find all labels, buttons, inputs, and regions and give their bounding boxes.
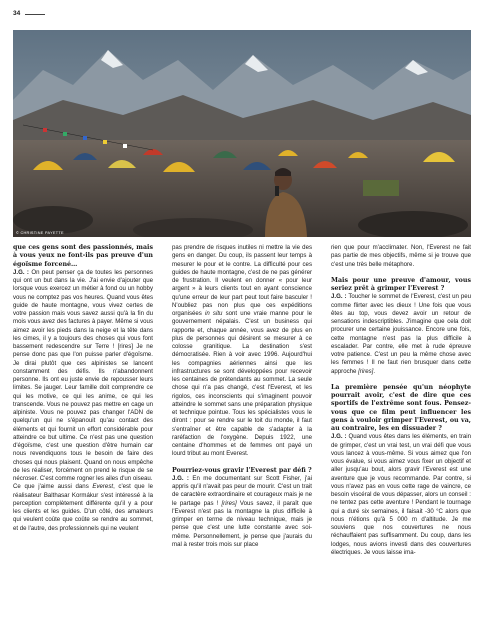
- answer-text: , c'est que le réalisateur Balthasar Kormákur s'est intéressé à la perception complètement différente qu'il y a pour les clients et les guides. D'un côté, des amateurs qui veulent coûte que coûte se rendre au sommet, et de l'autre, des professionnels qui ne veulent: [13, 483, 153, 532]
- answer-text: .: [373, 367, 376, 375]
- text-column-2: [172, 244, 312, 549]
- interview-answer: [331, 293, 471, 376]
- speaker-label: J.G. :: [13, 268, 29, 276]
- speaker-label: J.G. :: [331, 433, 347, 441]
- hero-photo: [13, 30, 471, 237]
- interview-answer-cont: [13, 483, 153, 533]
- speaker-label: J.G. :: [331, 293, 347, 301]
- interview-question: que ces gens sont des passionnés, mais à vous yeux ne font-ils pas preuve d'un égoïsme forcené…: [13, 244, 153, 268]
- answer-text: On peut penser ça de toutes les personnes qui ont un but dans la vie. J'ai envie d'ajouter que lorsque vous exercez un métier à fond ou un hobby vous ne comptez pas vos heures. Quand vous êtes guide de haute montagne, vous vivez certes de votre passion mais vous savez aussi qu'à la fin du mois vous avez des factures à payer. Même si vous aimez avoir les pieds dans la neige et la tête dans les cimes, il y a toujours des choses qui vous font bassement redescendre sur Terre ! [rires] Je ne pense donc pas que l'on puisse parler d'égoïsme. Je dirai plutôt que ces alpinistes se lancent constamment des défis. Ils n'abandonnent personne. Ils ont eu juste envie de repousser leurs limites. Se jauger. Leur famille doit comprendre ce qui les motive, ce qui les anime, ce qui les transcende. Vous ne pouvez pas mettre en cage un alpiniste. Vous ne pouvez pas changer l'ADN de quelqu'un qui ne s'épanouit qu'au contact des éléments et qui fournit un effort considérable pour atteindre ce but ultime. Ce n'est pas une question d'égoïsme, c'est une question d'être humain car nous revendiquons tous le besoin de faire des choses qui nous plaisent. Quand on nous empêche de les réaliser, forcément on prend le risque de se nécroser. C'est comme rogner les ailes d'un oiseau.: [13, 268, 153, 482]
- emphasis: [rires]: [358, 367, 374, 375]
- page-number: 34: [13, 10, 21, 17]
- page-number-rule: [25, 14, 45, 15]
- interview-question: La première pensée qu'un néophyte pourrait avoir, c'est de dire que ces sportifs de l'extrême sont fous. Pensez-vous que ce film peut influencer les gens à vouloir grimper l'Everest, ou va, au contraire, les en dissuader ?: [331, 383, 471, 432]
- answer-text: Quand vous êtes dans les éléments, en train de grimper, c'est un vrai test, un vrai défi que vous vous lancez à vous-même. Si vous aimez que l'on vous évalue, si vous aimez vous fixer un objectif et aller jusqu'au bout, alors gravir l'Everest est une aventure que je vous recommande. Par contre, si vous n'avez pas en vous cette rage de vaincre, ce besoin viscéral de vous dépasser, alors un conseil : ne tentez pas cette aventure ! Pendant le tournage qui a duré six semaines, il faisait -30 °C alors que nous n'étions qu'à 5 000 m d'altitude. Je me souviens que nos couvertures ne nous réchauffaient pas suffisamment. Du coup, dans les lodges, nous avions investi dans des couvertures électriques. Je vous laisse ima-: [331, 433, 471, 556]
- interview-answer: [331, 433, 471, 557]
- interview-answer: [13, 269, 153, 484]
- basecamp-illustration: [13, 30, 471, 237]
- text-column-1: [13, 244, 153, 533]
- film-title: Everest: [92, 483, 114, 491]
- photo-credit: © CHRISTINE PAYETTE: [16, 231, 64, 235]
- emphasis: in situ: [205, 310, 223, 317]
- interview-answer-cont: rien que pour m'acclimater. Non, l'Everest ne fait pas partie de mes objectifs, même si je trouve que c'est une très belle métaphore.: [331, 244, 471, 268]
- interview-answer: [172, 475, 312, 549]
- answer-text: pas prendre de risques inutiles ni mettre la vie des gens en danger. Du coup, ils passent leur temps à mesurer le pour et le contre. La difficulté pour ces guides de haute montagne, c'est de ne pas générer de frustration. Il veulent en donner « pour leur argent » à leurs clients tout en ayant conscience qu'une erreur de leur part peut tout faire basculer ! N'oubliez pas non plus que ces expéditions organisées: [172, 244, 312, 317]
- emphasis: [rires]: [221, 499, 237, 507]
- answer-text: sont une vraie manne pour le gouvernement népalais. C'est un business qui rapporte et, chaque année, vous avez de plus en plus de personnes qui désirent se mesurer à ce colosse granitique. La destination s'est démocratisée. Rien à voir avec 1996. Aujourd'hui les compagnies aériennes ainsi que les infrastructures se sont développées pour recevoir les centaines de prétendants au sommet. La seule chose qui n'a pas changé, c'est l'Everest, et les rigolos, ces inconscients qui s'imaginent pouvoir atteindre le sommet sans une préparation physique et technique pointue. Tous les spécialistes vous le diront : pour se rendre sur le toit du monde, il faut s'entraîner et être capable de s'adapter à la raréfaction de l'oxygène. Depuis 1922, une centaine d'hommes et de femmes ont payé un lourd tribut au mont Everest.: [172, 310, 312, 458]
- interview-question: Pourriez-vous gravir l'Everest par défi ?: [172, 466, 312, 474]
- speaker-label: J.G. :: [172, 474, 189, 482]
- answer-text: Vous savez, il paraît que l'Everest n'est pas la montagne la plus difficile à grimper en terme de niveau technique, mais je pense que c'est une lutte constante avec soi-même. Personnellement, je pense que j'aurais du mal à rester trois mois sur place: [172, 499, 312, 548]
- answer-text: En me documentant sur Scott Fisher, j'ai appris qu'il n'avait pas peur de mourir. C'est un trait de caractère extraordinaire et courageux mais je ne le partage pas !: [172, 474, 312, 507]
- answer-text: Ce que j'aime aussi dans: [13, 483, 93, 491]
- answer-text: Toucher le sommet de l'Everest, c'est un peu comme flirter avec les dieux ! Une fois que vous êtes au top, vous devez avoir un retour de sensations indescriptibles. J'imagine que cela doit procurer une certaine jouissance. Encore une fois, cette montagne n'est pas la plus difficile à escalader. Par contre, elle met à rude épreuve votre patience. C'est un peu la même chose avec les femmes ! Il ne faut rien brusquer dans cette approche: [331, 293, 471, 375]
- text-column-3: [331, 244, 471, 557]
- interview-answer-cont: [172, 244, 312, 459]
- interview-question: Mais pour une preuve d'amour, vous seriez prêt à grimper l'Everest ?: [331, 276, 471, 292]
